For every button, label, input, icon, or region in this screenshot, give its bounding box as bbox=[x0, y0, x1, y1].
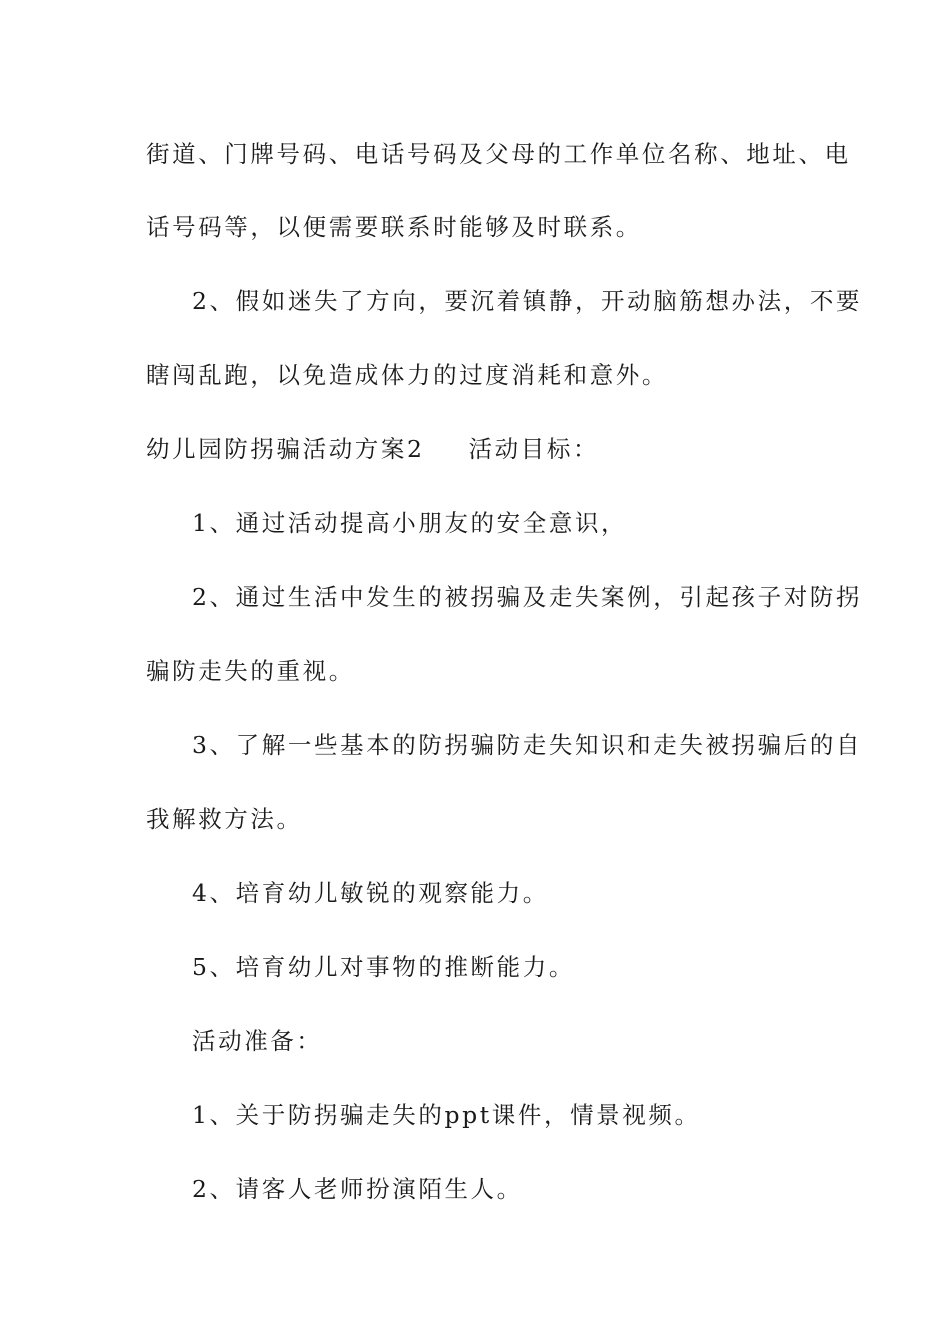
paragraph-line: 我解救方法。 bbox=[146, 805, 303, 833]
list-item: 1、关于防拐骗走失的ppt课件，情景视频。 bbox=[192, 1101, 701, 1129]
paragraph-line: 街道、门牌号码、电话号码及父母的工作单位名称、地址、电 bbox=[146, 140, 851, 168]
subsection-label: 活动目标： bbox=[468, 435, 600, 463]
section-title: 幼儿园防拐骗活动方案2 bbox=[146, 435, 425, 463]
list-item: 2、假如迷失了方向，要沉着镇静，开动脑筋想办法，不要 bbox=[192, 287, 863, 315]
list-item: 5、培育幼儿对事物的推断能力。 bbox=[192, 953, 575, 981]
subsection-label: 活动准备： bbox=[192, 1027, 323, 1055]
list-item: 1、通过活动提高小朋友的安全意识， bbox=[192, 509, 628, 537]
list-item: 2、通过生活中发生的被拐骗及走失案例，引起孩子对防拐 bbox=[192, 583, 863, 611]
paragraph-line: 骗防走失的重视。 bbox=[146, 657, 355, 685]
list-item: 4、培育幼儿敏锐的观察能力。 bbox=[192, 879, 549, 907]
section-heading-line bbox=[146, 434, 816, 464]
list-item: 3、了解一些基本的防拐骗防走失知识和走失被拐骗后的自 bbox=[192, 731, 863, 759]
paragraph-line: 话号码等，以便需要联系时能够及时联系。 bbox=[146, 213, 642, 241]
list-item: 2、请客人老师扮演陌生人。 bbox=[192, 1175, 523, 1203]
paragraph-line: 瞎闯乱跑，以免造成体力的过度消耗和意外。 bbox=[146, 361, 668, 389]
